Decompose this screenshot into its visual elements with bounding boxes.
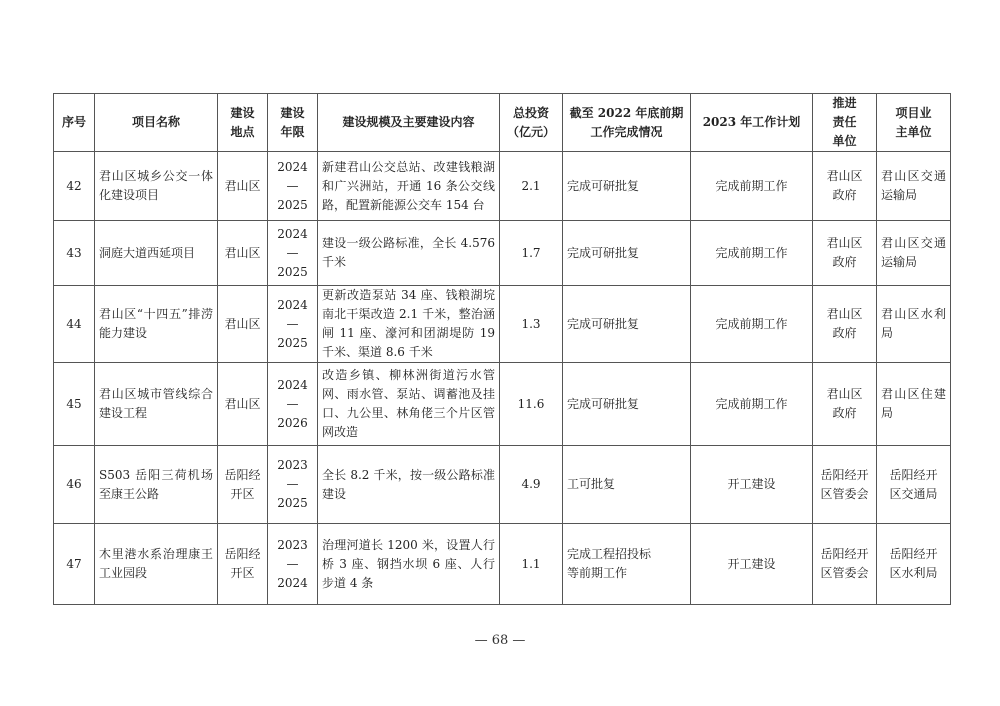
header-no: 序号 xyxy=(54,94,95,152)
cell-owner: 君山区交通运输局 xyxy=(877,221,951,286)
table-row xyxy=(54,446,951,524)
cell-name: 君山区城乡公交一体化建设项目 xyxy=(95,152,218,221)
cell-scope: 治理河道长 1200 米，设置人行桥 3 座、钢挡水坝 6 座、人行步道 4 条 xyxy=(318,524,500,605)
cell-plan: 完成前期工作 xyxy=(691,152,813,221)
cell-scope: 新建君山公交总站、改建钱粮湖和广兴洲站，开通 16 条公交线路，配置新能源公交车 154 台 xyxy=(318,152,500,221)
cell-progress: 完成可研批复 xyxy=(563,221,691,286)
cell-name: 君山区“十四五”排涝能力建设 xyxy=(95,286,218,363)
cell-name: S503 岳阳三荷机场至康王公路 xyxy=(95,446,218,524)
cell-owner: 岳阳经开 区交通局 xyxy=(877,446,951,524)
cell-location: 岳阳经 开区 xyxy=(218,446,268,524)
cell-no: 47 xyxy=(54,524,95,605)
cell-location: 岳阳经 开区 xyxy=(218,524,268,605)
table-row xyxy=(54,221,951,286)
header-location: 建设 地点 xyxy=(218,94,268,152)
cell-plan: 完成前期工作 xyxy=(691,363,813,446)
cell-progress: 工可批复 xyxy=(563,446,691,524)
cell-no: 46 xyxy=(54,446,95,524)
page-number: — 68 — xyxy=(474,633,526,648)
cell-location: 君山区 xyxy=(218,363,268,446)
table-header-row xyxy=(54,94,951,152)
header-progress: 截至 2022 年底前期 工作完成情况 xyxy=(563,94,691,152)
cell-progress: 完成可研批复 xyxy=(563,286,691,363)
cell-name: 洞庭大道西延项目 xyxy=(95,221,218,286)
cell-name: 木里港水系治理康王工业园段 xyxy=(95,524,218,605)
project-table xyxy=(53,93,951,605)
cell-scope: 更新改造泵站 34 座、钱粮湖垸南北干渠改造 2.1 千米，整治涵闸 11 座、濠河和团湖堤防 19 千米、渠道 8.6 千米 xyxy=(318,286,500,363)
cell-scope: 建设一级公路标准，全长 4.576 千米 xyxy=(318,221,500,286)
cell-owner: 君山区交通运输局 xyxy=(877,152,951,221)
cell-location: 君山区 xyxy=(218,221,268,286)
table-row xyxy=(54,152,951,221)
table-row xyxy=(54,524,951,605)
header-responsible: 推进 责任 单位 xyxy=(813,94,877,152)
cell-owner: 君山区水利局 xyxy=(877,286,951,363)
cell-owner: 君山区住建局 xyxy=(877,363,951,446)
cell-no: 44 xyxy=(54,286,95,363)
cell-responsible: 君山区 政府 xyxy=(813,221,877,286)
cell-responsible: 君山区 政府 xyxy=(813,286,877,363)
cell-investment: 1.3 xyxy=(500,286,563,363)
cell-responsible: 岳阳经开 区管委会 xyxy=(813,446,877,524)
header-period: 建设 年限 xyxy=(268,94,318,152)
table-row xyxy=(54,363,951,446)
cell-investment: 4.9 xyxy=(500,446,563,524)
cell-no: 42 xyxy=(54,152,95,221)
cell-plan: 开工建设 xyxy=(691,446,813,524)
table-row xyxy=(54,286,951,363)
header-name: 项目名称 xyxy=(95,94,218,152)
cell-progress: 完成可研批复 xyxy=(563,152,691,221)
cell-responsible: 君山区 政府 xyxy=(813,363,877,446)
cell-responsible: 岳阳经开 区管委会 xyxy=(813,524,877,605)
cell-investment: 1.1 xyxy=(500,524,563,605)
cell-name: 君山区城市管线综合建设工程 xyxy=(95,363,218,446)
header-investment: 总投资 （亿元） xyxy=(500,94,563,152)
cell-plan: 完成前期工作 xyxy=(691,221,813,286)
cell-period: 2023— 2025 xyxy=(268,446,318,524)
cell-plan: 完成前期工作 xyxy=(691,286,813,363)
cell-progress: 完成工程招投标 等前期工作 xyxy=(563,524,691,605)
cell-location: 君山区 xyxy=(218,286,268,363)
cell-period: 2023— 2024 xyxy=(268,524,318,605)
cell-period: 2024— 2025 xyxy=(268,286,318,363)
cell-no: 45 xyxy=(54,363,95,446)
cell-investment: 2.1 xyxy=(500,152,563,221)
cell-period: 2024— 2026 xyxy=(268,363,318,446)
cell-location: 君山区 xyxy=(218,152,268,221)
cell-owner: 岳阳经开 区水利局 xyxy=(877,524,951,605)
cell-investment: 11.6 xyxy=(500,363,563,446)
cell-scope: 全长 8.2 千米，按一级公路标准建设 xyxy=(318,446,500,524)
header-plan: 2023 年工作计划 xyxy=(691,94,813,152)
cell-plan: 开工建设 xyxy=(691,524,813,605)
cell-progress: 完成可研批复 xyxy=(563,363,691,446)
cell-investment: 1.7 xyxy=(500,221,563,286)
cell-responsible: 君山区 政府 xyxy=(813,152,877,221)
header-owner: 项目业 主单位 xyxy=(877,94,951,152)
cell-period: 2024— 2025 xyxy=(268,152,318,221)
cell-no: 43 xyxy=(54,221,95,286)
cell-period: 2024— 2025 xyxy=(268,221,318,286)
cell-scope: 改造乡镇、柳林洲街道污水管网、雨水管、泵站、调蓄池及挂口、九公里、林角佬三个片区管网改造 xyxy=(318,363,500,446)
header-scope: 建设规模及主要建设内容 xyxy=(318,94,500,152)
